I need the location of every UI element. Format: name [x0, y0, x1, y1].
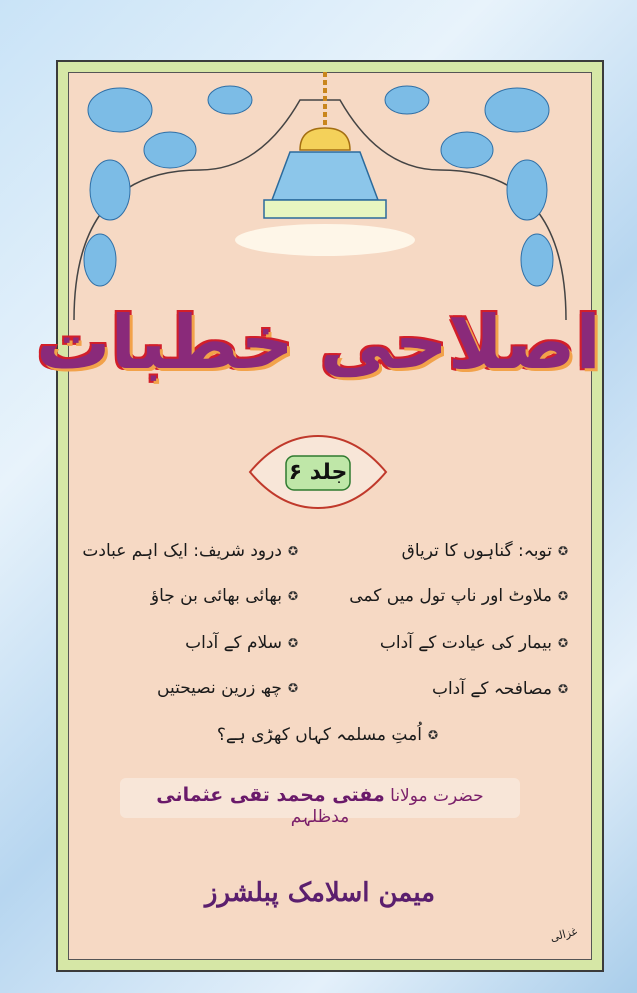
- star-icon: ✪: [557, 635, 568, 650]
- publisher-name: میمن اسلامک پبلشرز: [204, 878, 436, 908]
- book-title: اصلاحی خطبات: [36, 300, 601, 386]
- star-icon: ✪: [287, 635, 298, 650]
- author-name: مفتی محمد تقی عثمانی: [156, 784, 385, 806]
- author-suffix: مدظلہم: [290, 807, 350, 827]
- star-icon: ✪: [427, 727, 438, 742]
- star-icon: ✪: [287, 681, 298, 695]
- topic-item: ✪ بھائی بھائی بن جاؤ: [150, 586, 298, 606]
- star-icon: ✪: [557, 589, 568, 603]
- volume-badge: [236, 440, 400, 504]
- star-icon: ✪: [557, 681, 568, 696]
- star-icon: ✪: [557, 543, 568, 558]
- artist-signature: غزالی: [548, 924, 579, 945]
- topic-item: ✪ سلام کے آداب: [185, 633, 298, 653]
- topic-item: ✪ اُمتِ مسلمہ کہاں کھڑی ہے؟: [216, 725, 438, 745]
- author-line: [130, 784, 510, 827]
- floral-ornament-right: [385, 86, 553, 286]
- topic-item: ✪ ملاوٹ اور ناپ تول میں کمی: [349, 586, 568, 606]
- topic-item: ✪ مصافحہ کے آداب: [431, 679, 568, 699]
- star-icon: ✪: [287, 589, 298, 603]
- floral-ornament-left: [84, 86, 252, 286]
- author-prefix: حضرت مولانا: [390, 786, 484, 806]
- star-icon: ✪: [287, 543, 298, 558]
- topic-item: ✪ چھ زرین نصیحتیں: [157, 678, 298, 698]
- volume-label: جلد ۶: [288, 460, 348, 485]
- topic-item: ✪ بیمار کی عیادت کے آداب: [379, 633, 568, 653]
- topic-item: ✪ توبہ: گناہوں کا تریاق: [401, 541, 568, 561]
- topic-item: ✪ درود شریف: ایک اہم عبادت: [82, 541, 298, 561]
